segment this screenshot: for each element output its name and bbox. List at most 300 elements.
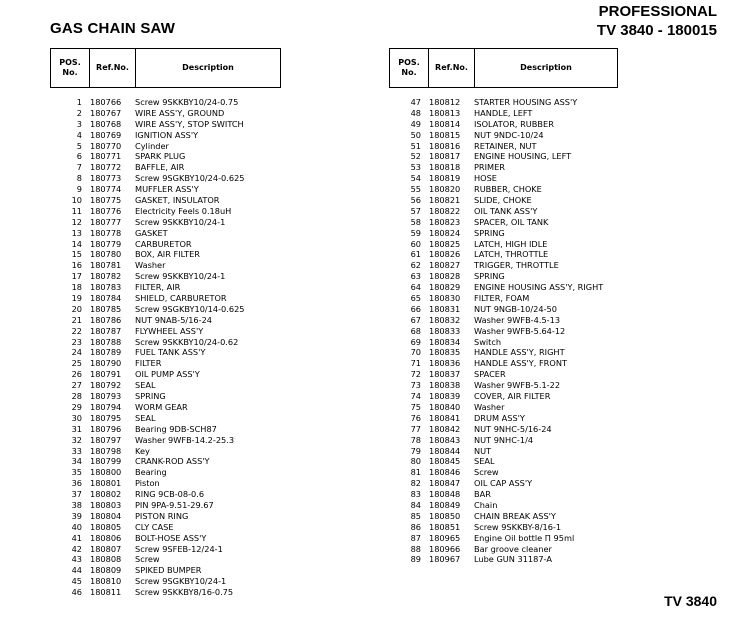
part-pos: 58: [410, 216, 421, 227]
part-pos: 56: [410, 195, 421, 206]
part-ref: 180789: [90, 347, 122, 358]
part-pos: 32: [71, 434, 82, 445]
part-ref: 180819: [429, 173, 461, 184]
part-ref: 180815: [429, 129, 461, 140]
part-pos: 83: [410, 489, 421, 500]
part-desc: Switch: [474, 336, 502, 347]
table-row: [50, 304, 290, 315]
part-desc: Piston: [135, 478, 160, 489]
table-row: [50, 456, 290, 467]
part-ref: 180774: [90, 184, 122, 195]
table-row: [389, 130, 634, 141]
part-ref: 180846: [429, 467, 461, 478]
table-row: [389, 478, 634, 489]
part-pos: 27: [71, 380, 82, 391]
part-desc: Screw 9SKKBY10/24-1: [135, 216, 226, 227]
part-ref: 180835: [429, 347, 461, 358]
part-pos: 7: [76, 162, 82, 173]
part-ref: 180967: [429, 554, 461, 565]
part-ref: 180834: [429, 336, 461, 347]
table-row: [389, 260, 634, 271]
part-desc: BAFFLE, AIR: [135, 162, 185, 173]
part-pos: 61: [410, 249, 421, 260]
table-row: [50, 369, 290, 380]
table-row: [389, 358, 634, 369]
part-desc: Washer 9WFB-4.5-13: [474, 314, 561, 325]
part-ref: 180796: [90, 423, 122, 434]
table-row: [50, 511, 290, 522]
part-ref: 180840: [429, 401, 461, 412]
table-row: [389, 228, 634, 239]
part-ref: 180831: [429, 303, 461, 314]
part-desc: Screw 9SKKBY10/24-0.62: [135, 336, 239, 347]
part-desc: SPRING: [474, 227, 505, 238]
part-desc: Screw 9SGKBY10/24-1: [135, 576, 227, 587]
parts-list-left: [50, 97, 290, 598]
part-pos: 66: [410, 303, 421, 314]
part-desc: Chain: [474, 499, 498, 510]
part-ref: 180811: [90, 587, 122, 598]
part-desc: LATCH, THROTTLE: [474, 249, 549, 260]
footer-model: TV 3840: [664, 593, 717, 609]
part-desc: NUT 9NAB-5/16-24: [135, 314, 212, 325]
part-ref: 180795: [90, 412, 122, 423]
table-row: [50, 402, 290, 413]
table-row: [50, 195, 290, 206]
table-row: [389, 554, 634, 565]
part-desc: CLY CASE: [135, 521, 174, 532]
part-ref: 180778: [90, 227, 122, 238]
part-pos: 63: [410, 271, 421, 282]
part-pos: 5: [76, 140, 82, 151]
part-desc: FILTER: [135, 358, 162, 369]
table-row: [50, 173, 290, 184]
table-row: [389, 195, 634, 206]
table-row: [389, 435, 634, 446]
table-row: [389, 424, 634, 435]
part-pos: 46: [71, 587, 82, 598]
document-title: GAS CHAIN SAW: [50, 20, 176, 37]
part-pos: 48: [410, 107, 421, 118]
part-pos: 51: [410, 140, 421, 151]
part-desc: IGNITION ASS'Y: [135, 129, 199, 140]
brand-label: PROFESSIONAL: [598, 3, 717, 20]
part-ref: 180849: [429, 499, 461, 510]
part-pos: 22: [71, 325, 82, 336]
part-pos: 77: [410, 423, 421, 434]
table-row: [389, 489, 634, 500]
part-pos: 1: [76, 97, 82, 107]
part-desc: HANDLE ASS'Y, FRONT: [474, 358, 567, 369]
part-pos: 64: [410, 282, 421, 293]
part-desc: Screw: [474, 467, 499, 478]
part-ref: 180784: [90, 293, 122, 304]
part-pos: 25: [71, 358, 82, 369]
table-row: [50, 533, 290, 544]
part-desc: HOSE: [474, 173, 497, 184]
model-heading: [597, 2, 717, 40]
table-row: [389, 402, 634, 413]
part-pos: 23: [71, 336, 82, 347]
part-pos: 87: [410, 532, 421, 543]
header-desc: Description: [182, 63, 234, 72]
part-pos: 2: [76, 107, 82, 118]
table-row: [50, 141, 290, 152]
part-ref: 180844: [429, 445, 461, 456]
part-pos: 81: [410, 467, 421, 478]
part-ref: 180786: [90, 314, 122, 325]
part-desc: Key: [135, 445, 150, 456]
table-row: [50, 587, 290, 598]
table-row: [389, 97, 634, 108]
part-ref: 180828: [429, 271, 461, 282]
part-desc: Screw 9SGKBY10/24-0.625: [135, 173, 245, 184]
part-ref: 180830: [429, 293, 461, 304]
part-pos: 54: [410, 173, 421, 184]
table-row: [389, 347, 634, 358]
part-ref: 180805: [90, 521, 122, 532]
table-row: [50, 544, 290, 555]
table-row: [50, 249, 290, 260]
part-ref: 180842: [429, 423, 461, 434]
part-desc: GASKET, INSULATOR: [135, 195, 220, 206]
part-ref: 180818: [429, 162, 461, 173]
part-pos: 47: [410, 97, 421, 107]
part-desc: Screw 9SFEB-12/24-1: [135, 543, 223, 554]
part-desc: RING 9CB-08-0.6: [135, 489, 205, 500]
part-desc: BOLT-HOSE ASS'Y: [135, 532, 207, 543]
part-desc: RETAINER, NUT: [474, 140, 537, 151]
table-row: [50, 522, 290, 533]
table-row: [389, 304, 634, 315]
part-desc: FLYWHEEL ASS'Y: [135, 325, 204, 336]
table-row: [50, 478, 290, 489]
part-desc: Washer: [135, 260, 166, 271]
part-desc: HANDLE ASS'Y, RIGHT: [474, 347, 565, 358]
part-pos: 53: [410, 162, 421, 173]
part-desc: SEAL: [474, 456, 495, 467]
part-desc: MUFFLER ASS'Y: [135, 184, 199, 195]
part-ref: 180850: [429, 510, 461, 521]
table-row: [389, 522, 634, 533]
table-row: [389, 162, 634, 173]
part-ref: 180807: [90, 543, 122, 554]
part-pos: 84: [410, 499, 421, 510]
part-pos: 35: [71, 467, 82, 478]
part-pos: 59: [410, 227, 421, 238]
part-pos: 38: [71, 499, 82, 510]
part-pos: 37: [71, 489, 82, 500]
part-desc: Washer 9WFB-14.2-25.3: [135, 434, 235, 445]
part-pos: 65: [410, 293, 421, 304]
table-row: [50, 282, 290, 293]
table-row: [50, 326, 290, 337]
part-desc: SPACER: [474, 369, 506, 380]
table-row: [389, 315, 634, 326]
part-desc: WIRE ASS'Y, GROUND: [135, 107, 225, 118]
part-desc: SPRING: [474, 271, 505, 282]
part-pos: 3: [76, 118, 82, 129]
part-pos: 74: [410, 391, 421, 402]
part-ref: 180772: [90, 162, 122, 173]
table-row: [389, 217, 634, 228]
header-ref: Ref.No.: [429, 49, 475, 87]
part-ref: 180827: [429, 260, 461, 271]
part-pos: 80: [410, 456, 421, 467]
part-ref: 180776: [90, 205, 122, 216]
part-desc: CHAIN BREAK ASS'Y: [474, 510, 556, 521]
part-ref: 180966: [429, 543, 461, 554]
part-pos: 16: [71, 260, 82, 271]
part-pos: 18: [71, 282, 82, 293]
part-desc: ENGINE HOUSING ASS'Y, RIGHT: [474, 282, 604, 293]
part-pos: 40: [71, 521, 82, 532]
part-desc: OIL CAP ASS'Y: [474, 478, 533, 489]
part-desc: ENGINE HOUSING, LEFT: [474, 151, 572, 162]
part-ref: 180843: [429, 434, 461, 445]
part-pos: 73: [410, 380, 421, 391]
table-row: [389, 533, 634, 544]
part-pos: 82: [410, 478, 421, 489]
part-ref: 180791: [90, 369, 122, 380]
table-row: [50, 108, 290, 119]
part-ref: 180787: [90, 325, 122, 336]
part-pos: 89: [410, 554, 421, 565]
table-row: [50, 489, 290, 500]
table-row: [50, 347, 290, 358]
part-ref: 180783: [90, 282, 122, 293]
part-pos: 15: [71, 249, 82, 260]
part-ref: 180851: [429, 521, 461, 532]
part-pos: 11: [71, 205, 82, 216]
part-desc: Bar groove cleaner: [474, 543, 552, 554]
part-pos: 78: [410, 434, 421, 445]
table-row: [389, 413, 634, 424]
table-row: [389, 151, 634, 162]
part-desc: LATCH, HIGH IDLE: [474, 238, 548, 249]
part-pos: 76: [410, 412, 421, 423]
table-row: [50, 358, 290, 369]
part-desc: NUT: [474, 445, 492, 456]
part-ref: 180779: [90, 238, 122, 249]
header-pos: POS. No.: [51, 49, 90, 87]
table-header-right: [389, 48, 618, 88]
part-desc: DRUM ASS'Y: [474, 412, 525, 423]
part-ref: 180773: [90, 173, 122, 184]
table-row: [50, 446, 290, 457]
part-desc: FILTER, FOAM: [474, 293, 530, 304]
part-desc: Screw 9SKKBY10/24-0.75: [135, 97, 239, 107]
part-ref: 180800: [90, 467, 122, 478]
table-row: [389, 119, 634, 130]
part-desc: Washer 9WFB-5.64-12: [474, 325, 566, 336]
part-pos: 33: [71, 445, 82, 456]
table-row: [389, 369, 634, 380]
part-ref: 180837: [429, 369, 461, 380]
part-desc: Engine Oil bottle Π 95ml: [474, 532, 575, 543]
part-ref: 180794: [90, 401, 122, 412]
table-row: [50, 435, 290, 446]
part-pos: 71: [410, 358, 421, 369]
table-row: [50, 380, 290, 391]
part-desc: FUEL TANK ASS'Y: [135, 347, 206, 358]
part-ref: 180792: [90, 380, 122, 391]
part-desc: HANDLE, LEFT: [474, 107, 533, 118]
part-ref: 180769: [90, 129, 122, 140]
part-pos: 6: [76, 151, 82, 162]
table-row: [50, 424, 290, 435]
part-desc: NUT 9NGB-10/24-50: [474, 303, 557, 314]
part-ref: 180780: [90, 249, 122, 260]
part-pos: 12: [71, 216, 82, 227]
part-ref: 180822: [429, 205, 461, 216]
part-desc: SHIELD, CARBURETOR: [135, 293, 227, 304]
part-desc: BAR: [474, 489, 491, 500]
part-ref: 180817: [429, 151, 461, 162]
part-desc: GASKET: [135, 227, 168, 238]
part-desc: RUBBER, CHOKE: [474, 184, 542, 195]
part-ref: 180785: [90, 303, 122, 314]
part-desc: Screw 9SGKBY10/14-0.625: [135, 303, 245, 314]
table-row: [389, 173, 634, 184]
table-row: [50, 467, 290, 478]
table-row: [389, 282, 634, 293]
part-ref: 180813: [429, 107, 461, 118]
part-pos: 60: [410, 238, 421, 249]
part-desc: PRIMER: [474, 162, 505, 173]
part-pos: 30: [71, 412, 82, 423]
part-pos: 31: [71, 423, 82, 434]
table-row: [389, 239, 634, 250]
part-ref: 180802: [90, 489, 122, 500]
part-desc: Screw 9SKKBY10/24-1: [135, 271, 226, 282]
part-ref: 180824: [429, 227, 461, 238]
table-row: [50, 151, 290, 162]
table-row: [50, 206, 290, 217]
table-row: [50, 260, 290, 271]
part-ref: 180821: [429, 195, 461, 206]
part-ref: 180816: [429, 140, 461, 151]
part-ref: 180839: [429, 391, 461, 402]
part-pos: 67: [410, 314, 421, 325]
table-row: [389, 108, 634, 119]
part-ref: 180793: [90, 391, 122, 402]
table-row: [389, 249, 634, 260]
part-ref: 180781: [90, 260, 122, 271]
part-ref: 180767: [90, 107, 122, 118]
table-row: [50, 97, 290, 108]
part-pos: 70: [410, 347, 421, 358]
part-pos: 41: [71, 532, 82, 543]
part-desc: Screw: [135, 554, 160, 565]
table-row: [389, 206, 634, 217]
part-desc: Electricity Feels 0.18uH: [135, 205, 232, 216]
part-ref: 180838: [429, 380, 461, 391]
part-ref: 180770: [90, 140, 122, 151]
part-pos: 21: [71, 314, 82, 325]
table-row: [50, 119, 290, 130]
part-ref: 180804: [90, 510, 122, 521]
table-row: [50, 130, 290, 141]
part-ref: 180814: [429, 118, 461, 129]
part-pos: 28: [71, 391, 82, 402]
part-ref: 180820: [429, 184, 461, 195]
table-header-left: [50, 48, 281, 88]
table-row: [50, 500, 290, 511]
header-ref: Ref.No.: [90, 49, 136, 87]
part-ref: 180965: [429, 532, 461, 543]
part-ref: 180768: [90, 118, 122, 129]
table-row: [50, 565, 290, 576]
part-pos: 72: [410, 369, 421, 380]
part-desc: Washer 9WFB-5.1-22: [474, 380, 561, 391]
part-desc: SPIKED BUMPER: [135, 565, 202, 576]
part-ref: 180848: [429, 489, 461, 500]
part-desc: Cylinder: [135, 140, 169, 151]
part-ref: 180836: [429, 358, 461, 369]
part-pos: 39: [71, 510, 82, 521]
table-row: [389, 141, 634, 152]
part-pos: 86: [410, 521, 421, 532]
part-pos: 10: [71, 195, 82, 206]
part-pos: 45: [71, 576, 82, 587]
part-pos: 34: [71, 456, 82, 467]
part-ref: 180825: [429, 238, 461, 249]
table-row: [50, 184, 290, 195]
table-row: [50, 576, 290, 587]
part-desc: PIN 9PA-9.51-29.67: [135, 499, 214, 510]
part-desc: WIRE ASS'Y, STOP SWITCH: [135, 118, 244, 129]
table-row: [50, 391, 290, 402]
header-pos: POS. No.: [390, 49, 429, 87]
part-pos: 79: [410, 445, 421, 456]
part-pos: 50: [410, 129, 421, 140]
part-desc: Lube GUN 31187-A: [474, 554, 552, 565]
part-pos: 29: [71, 401, 82, 412]
part-pos: 14: [71, 238, 82, 249]
part-pos: 13: [71, 227, 82, 238]
model-number: TV 3840 - 180015: [596, 22, 717, 39]
part-ref: 180841: [429, 412, 461, 423]
table-row: [50, 337, 290, 348]
table-row: [50, 228, 290, 239]
part-ref: 180790: [90, 358, 122, 369]
part-desc: Washer: [474, 401, 505, 412]
part-pos: 26: [71, 369, 82, 380]
table-row: [389, 456, 634, 467]
table-row: [50, 239, 290, 250]
table-row: [389, 446, 634, 457]
table-row: [389, 184, 634, 195]
part-desc: OIL TANK ASS'Y: [474, 205, 538, 216]
part-desc: TRIGGER, THROTTLE: [474, 260, 559, 271]
part-desc: SLIDE, CHOKE: [474, 195, 532, 206]
part-ref: 180832: [429, 314, 461, 325]
part-desc: Bearing: [135, 467, 167, 478]
part-pos: 44: [71, 565, 82, 576]
part-pos: 69: [410, 336, 421, 347]
table-row: [50, 413, 290, 424]
part-pos: 24: [71, 347, 82, 358]
table-row: [50, 162, 290, 173]
table-row: [389, 380, 634, 391]
part-pos: 85: [410, 510, 421, 521]
parts-list-right: [389, 97, 634, 565]
part-pos: 36: [71, 478, 82, 489]
part-desc: SPARK PLUG: [135, 151, 186, 162]
part-desc: COVER, AIR FILTER: [474, 391, 551, 402]
part-desc: FILTER, AIR: [135, 282, 181, 293]
